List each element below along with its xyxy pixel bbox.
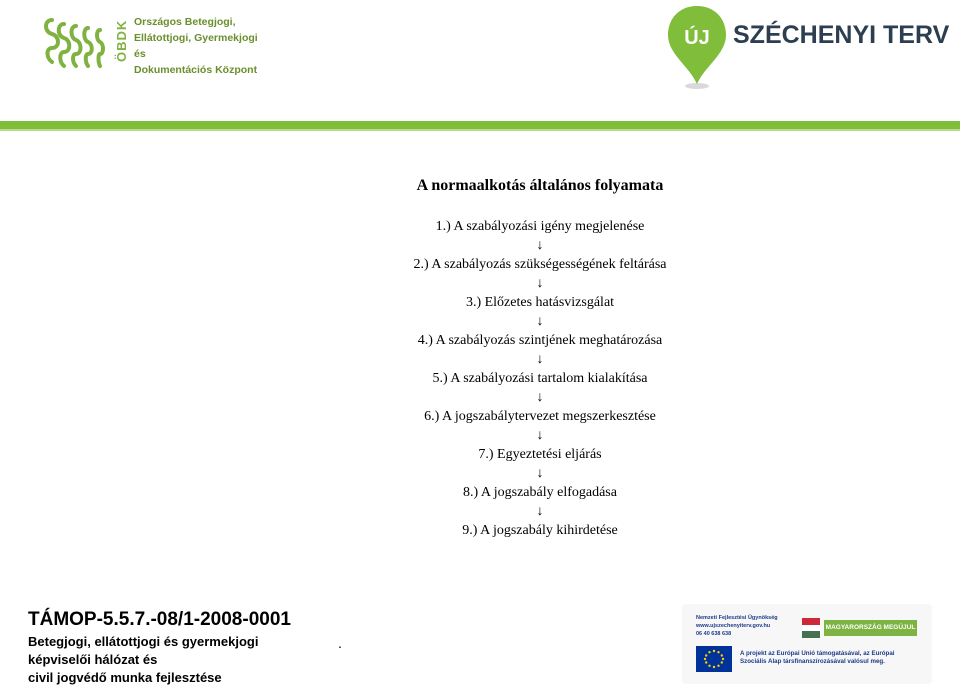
nfu-website: www.ujszechenyiterv.gov.hu — [696, 623, 771, 629]
process-step-2: 2.) A szabályozás szükségességének feltárása — [413, 257, 667, 272]
down-arrow-icon: ↓ — [536, 276, 544, 291]
document-title: A normaalkotás általános folyamata — [416, 177, 664, 194]
project-code: TÁMOP-5.5.7.-08/1-2008-0001 — [28, 609, 291, 630]
process-step-6: 6.) A jogszabálytervezet megszerkesztése — [424, 409, 656, 424]
process-step-4: 4.) A szabályozás szintjének meghatározása — [417, 333, 663, 348]
nfu-contact — [696, 614, 778, 638]
project-description-line: képviselői hálózat és — [28, 652, 158, 667]
down-arrow-icon: ↓ — [536, 314, 544, 329]
nfu-phone: 06 40 638 638 — [696, 631, 732, 637]
process-step-1: 1.) A szabályozási igény megjelenése — [435, 219, 645, 234]
header-divider-bar — [0, 121, 960, 129]
eu-funding-banner — [682, 604, 932, 684]
process-step-8: 8.) A jogszabály elfogadása — [463, 485, 617, 500]
process-step-5: 5.) A szabályozási tartalom kialakítása — [432, 371, 648, 386]
map-pin-icon — [665, 4, 729, 90]
project-description-line: civil jogvédő munka fejlesztése — [28, 670, 222, 685]
hungary-renews-banner: MAGYARORSZÁG MEGÚJUL — [824, 620, 917, 636]
down-arrow-icon: ↓ — [536, 466, 544, 481]
obdk-paragraph-symbol-icon — [42, 12, 108, 70]
footer-project-info — [28, 607, 291, 687]
process-step-9: 9.) A jogszabály kihirdetése — [462, 523, 618, 538]
down-arrow-icon: ↓ — [536, 428, 544, 443]
project-description-line: Betegjogi, ellátottjogi és gyermekjogi — [28, 634, 259, 649]
szechenyi-terv-text: SZÉCHENYI TERV — [733, 21, 950, 49]
obdk-abbreviation: ÖBDK — [114, 19, 129, 63]
eu-flag-icon — [696, 646, 732, 672]
nfu-name: Nemzeti Fejlesztési Ügynökség — [696, 615, 778, 621]
process-step-7: 7.) Egyeztetési eljárás — [478, 447, 602, 462]
obdk-name-line: Országos Betegjogi, — [134, 16, 236, 28]
pin-label: ÚJ — [684, 27, 710, 49]
footer-dot: . — [338, 635, 342, 651]
obdk-name-line: Ellátottjogi, Gyermekjogi és — [134, 32, 258, 60]
down-arrow-icon: ↓ — [536, 238, 544, 253]
down-arrow-icon: ↓ — [536, 390, 544, 405]
down-arrow-icon: ↓ — [536, 504, 544, 519]
obdk-logo — [42, 8, 262, 76]
page-header — [0, 0, 960, 130]
process-step-3: 3.) Előzetes hatásvizsgálat — [465, 295, 615, 310]
obdk-full-name — [134, 14, 262, 78]
szechenyi-terv-logo — [665, 4, 955, 94]
down-arrow-icon: ↓ — [536, 352, 544, 367]
eu-funding-statement: A projekt az Európai Unió támogatásával, az Európai Szociális Alap társfinanszírozásával valósul meg. — [740, 650, 895, 665]
hungarian-flag-icon — [802, 618, 820, 638]
obdk-name-line: Dokumentációs Központ — [134, 64, 258, 76]
header-divider-shadow — [0, 129, 960, 131]
document-body — [360, 175, 720, 541]
